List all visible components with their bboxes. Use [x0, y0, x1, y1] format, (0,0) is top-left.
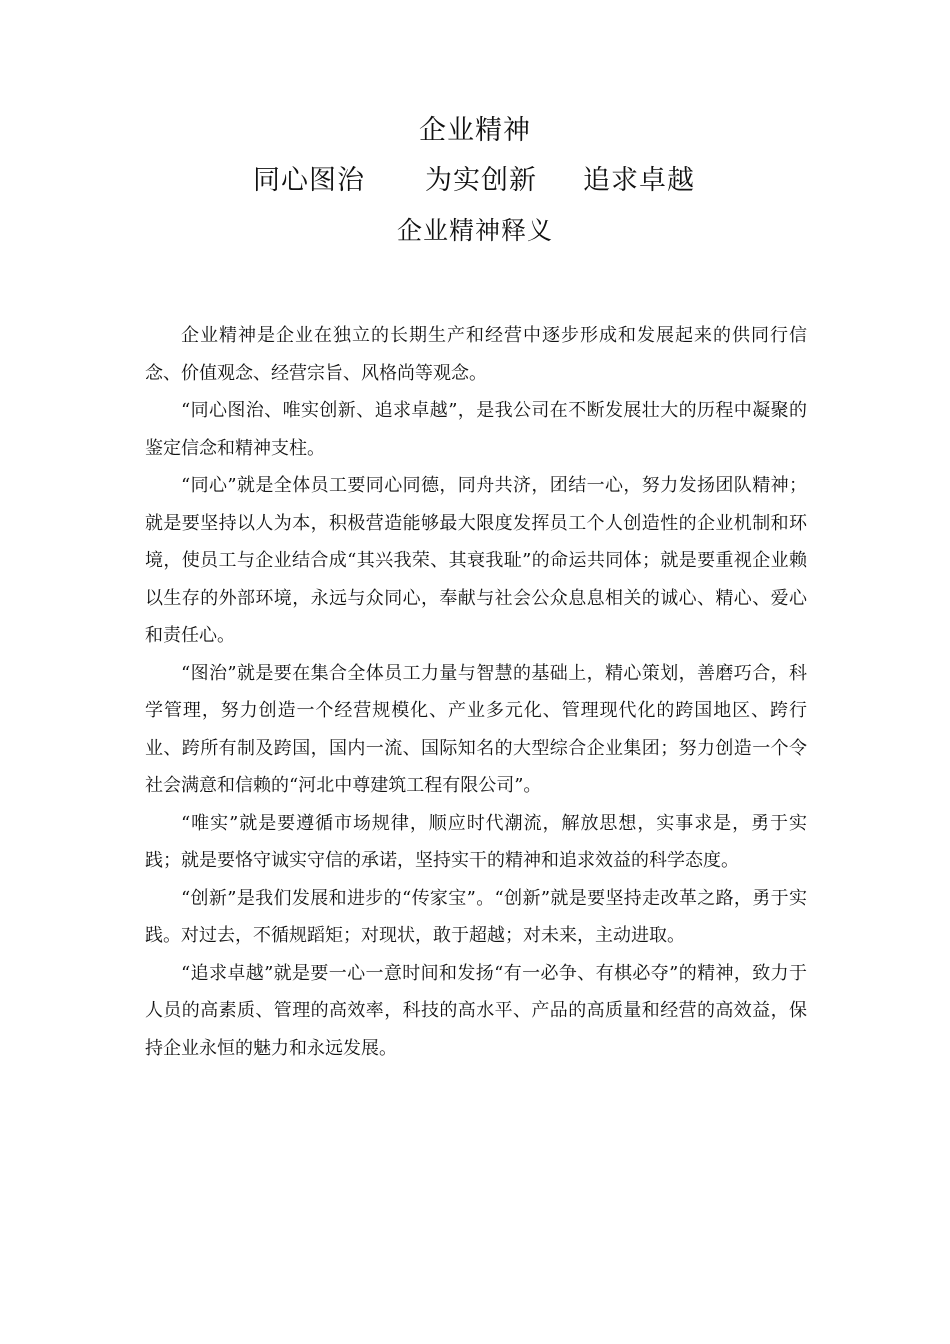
motto-row — [0, 158, 950, 204]
paragraph: “同心图治、唯实创新、追求卓越”，是我公司在不断发展壮大的历程中凝聚的鉴定信念和精神支柱。 — [145, 400, 807, 459]
paragraph: “创新”是我们发展和进步的“传家宝”。“创新”就是要坚持走改革之路，勇于实践。对过去，不循规蹈矩；对现状，敢于超越；对未来，主动进取。 — [145, 887, 807, 946]
motto-phrase: 为实创新 — [425, 165, 537, 196]
motto-phrase: 追求卓越 — [583, 165, 695, 196]
paragraph: 企业精神是企业在独立的长期生产和经营中逐步形成和发展起来的供同行信念、价值观念、经营宗旨、风格尚等观念。 — [145, 325, 807, 384]
paragraph: “唯实”就是要遵循市场规律，顺应时代潮流，解放思想，实事求是，勇于实践；就是要恪守诚实守信的承诺，坚持实干的精神和追求效益的科学态度。 — [145, 812, 807, 871]
section-subtitle: 企业精神释义 — [396, 216, 553, 245]
paragraph: “追求卓越”就是要一心一意时间和发扬“有一必争、有棋必夺”的精神，致力于人员的高素质、管理的高效率，科技的高水平、产品的高质量和经营的高效益，保持企业永恒的魅力和永远发展。 — [145, 962, 807, 1059]
motto-phrase: 同心图治 — [253, 165, 365, 196]
paragraph: “同心”就是全体员工要同心同德，同舟共济，团结一心，努力发扬团队精神；就是要坚持以人为本，积极营造能够最大限度发挥员工个人创造性的企业机制和环境，使员工与企业结合成“其兴我荣、其衰我耻”的命运共同体；就是要重视企业赖以生存的外部环境，永远与众同心，奉献与社会公众息息相关的诚心、精心、爱心和责任心。 — [145, 475, 807, 646]
body-text — [145, 317, 807, 1067]
page-title: 企业精神 — [419, 115, 531, 146]
title-block — [0, 108, 950, 254]
paragraph: “图治”就是要在集合全体员工力量与智慧的基础上，精心策划，善磨巧合，科学管理，努力创造一个经营规模化、产业多元化、管理现代化的跨国地区、跨行业、跨所有制及跨国，国内一流、国际知名的大型综合企业集团；努力创造一个令社会满意和信赖的“河北中尊建筑工程有限公司”。 — [145, 662, 807, 796]
